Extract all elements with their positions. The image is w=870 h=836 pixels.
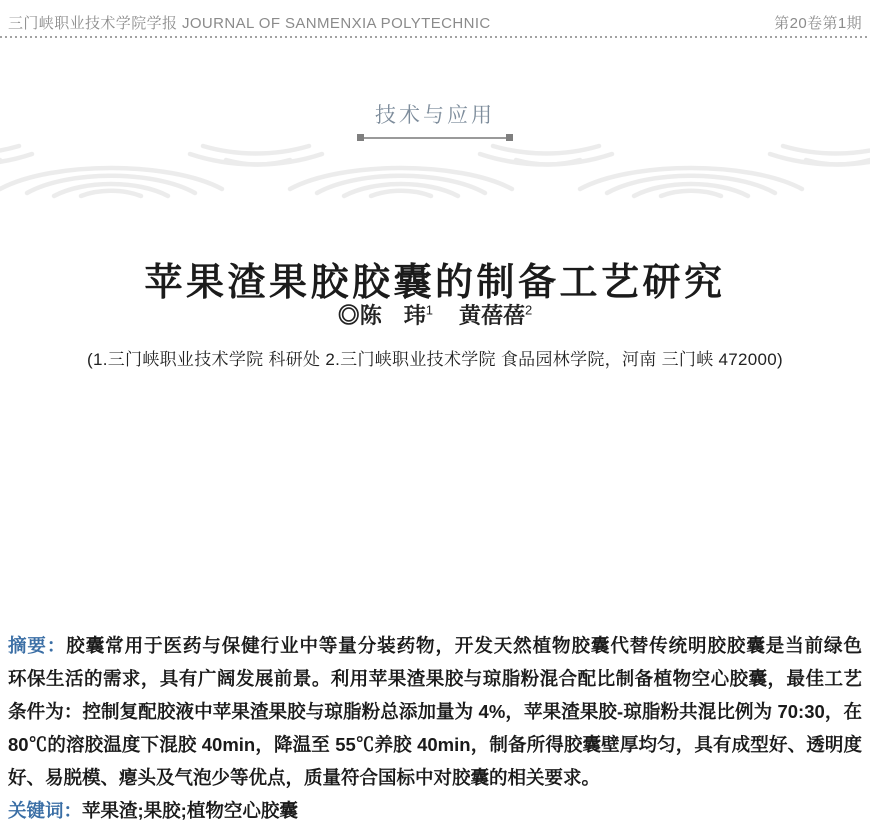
author-superscript-2: 2 <box>525 302 533 318</box>
issue-number: 第20卷第1期 <box>774 15 862 32</box>
header-dotted-rule <box>0 36 870 38</box>
abstract-line: 环保生活的需求，具有广阔发展前景。利用苹果渣果胶与琼脂粉混合配比制备植物空心胶囊，最佳工艺 <box>8 668 862 689</box>
section-block <box>0 99 870 141</box>
journal-header <box>8 12 862 33</box>
authors-marker: ◎ <box>337 303 360 328</box>
authors-line <box>0 299 870 330</box>
section-underline <box>357 134 513 141</box>
abstract-label: 摘要： <box>8 635 67 656</box>
keywords-label: 关键词： <box>8 800 83 821</box>
author-name-1: 陈 玮 <box>359 303 426 328</box>
abstract-line: 条件为：控制复配胶液中苹果渣果胶与琼脂粉总添加量为 4%，苹果渣果胶-琼脂粉共混比例为 70:30，在 <box>8 701 862 722</box>
abstract-line: 好、易脱模、瘪头及气泡少等优点，质量符合国标中对胶囊的相关要求。 <box>8 767 601 788</box>
underline-left-square <box>357 134 364 141</box>
journal-title: 三门峡职业技术学院学报 JOURNAL OF SANMENXIA POLYTECHNIC <box>8 15 491 32</box>
underline-right-square <box>506 134 513 141</box>
article-title: 苹果渣果胶胶囊的制备工艺研究 <box>144 262 726 305</box>
abstract-line: 80℃的溶胶温度下混胶 40min，降温至 55℃养胶 40min，制备所得胶囊壁厚均匀，具有成型好、透明度 <box>8 734 862 755</box>
keywords-line <box>8 794 862 827</box>
author-name-2: 黄蓓蓓 <box>459 303 526 328</box>
abstract-text: 胶囊常用于医药与保健行业中等量分装药物，开发天然植物胶囊代替传统明胶胶囊是当前绿色 <box>66 635 862 656</box>
affiliation: (1.三门峡职业技术学院 科研处 2.三门峡职业技术学院 食品园林学院，河南 三门峡 472000) <box>86 350 784 369</box>
abstract-block <box>8 629 862 827</box>
keywords-text: 苹果渣;果胶;植物空心胶囊 <box>82 800 298 821</box>
underline-line <box>364 137 506 139</box>
section-label: 技术与应用 <box>375 104 495 127</box>
abstract-line <box>8 629 862 662</box>
author-superscript-1: 1 <box>425 302 433 318</box>
wave-decoration <box>0 141 870 199</box>
